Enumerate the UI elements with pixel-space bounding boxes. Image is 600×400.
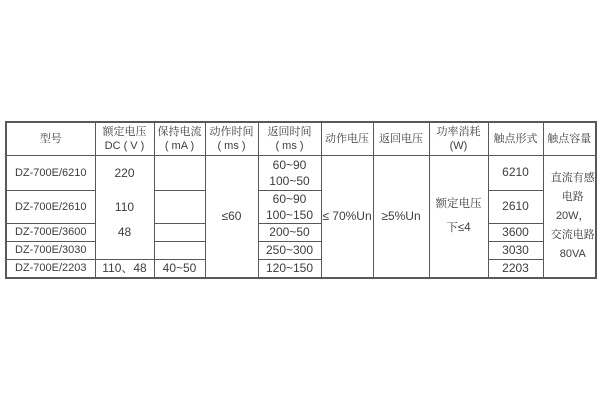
header-rated-voltage: 额定电压 DC ( V ) [95, 122, 154, 155]
cell-model-3600: DZ-700E/3600 [6, 223, 95, 241]
cell-contact-form-2610: 2610 [488, 190, 543, 223]
cell-model-3030: DZ-700E/3030 [6, 241, 95, 259]
rated-voltage-48: 48 [117, 225, 132, 239]
cell-holding-current-empty [154, 241, 205, 259]
cell-model-2203: DZ-700E/2203 [6, 259, 95, 278]
header-return-time: 返回时间 ( ms ) [258, 122, 321, 155]
header-row [6, 122, 596, 155]
cell-rated-voltage-2203: 110、48 [95, 259, 154, 278]
cell-model-6210: DZ-700E/6210 [6, 155, 95, 190]
header-return-voltage: 返回电压 [373, 122, 429, 155]
header-contact-form: 触点形式 [488, 122, 543, 155]
rated-voltage-220: 220 [114, 166, 135, 180]
table-row [6, 223, 596, 241]
table-row [6, 155, 596, 190]
cell-contact-form-2203: 2203 [488, 259, 543, 278]
header-holding-current: 保持电流 ( mA ) [154, 122, 205, 155]
header-model [6, 122, 95, 155]
cell-operate-voltage: ≤ 70%Un [321, 155, 373, 278]
cell-return-time-3600: 200~50 [258, 223, 321, 241]
cell-operate-time: ≤60 [205, 155, 258, 278]
cell-return-voltage: ≥5%Un [373, 155, 429, 278]
cell-rated-voltage-merged [95, 155, 154, 259]
spec-table [5, 121, 597, 279]
cell-model-2610: DZ-700E/2610 [6, 190, 95, 223]
cell-power-consumption: 额定电压 下≤4 [429, 155, 488, 278]
cell-contact-form-6210: 6210 [488, 155, 543, 190]
rated-voltage-110: 110 [114, 199, 135, 214]
header-contact-capacity: 触点容量 [543, 122, 596, 155]
table-row [6, 241, 596, 259]
cell-contact-form-3600: 3600 [488, 223, 543, 241]
cell-contact-capacity: 直流有感 电路20W， 交流电路 80VA [543, 155, 596, 278]
cell-holding-current-empty [154, 223, 205, 241]
cell-holding-current-empty [154, 190, 205, 223]
table-row [6, 190, 596, 223]
cell-holding-current-empty [154, 155, 205, 190]
table-row [6, 259, 596, 278]
header-power-consumption: 功率消耗 (W) [429, 122, 488, 155]
cell-return-time-3030: 250~300 [258, 241, 321, 259]
header-operate-voltage: 动作电压 [321, 122, 373, 155]
rated-voltage-spacer [96, 241, 154, 258]
header-operate-time: 动作时间 ( ms ) [205, 122, 258, 155]
cell-holding-current-2203: 40~50 [154, 259, 205, 278]
cell-return-time-2610: 60~90 100~150 [258, 190, 321, 223]
cell-contact-form-3030: 3030 [488, 241, 543, 259]
header-model-label: 型号 [39, 132, 62, 145]
cell-return-time-6210: 60~90 100~50 [258, 155, 321, 190]
cell-return-time-2203: 120~150 [258, 259, 321, 278]
